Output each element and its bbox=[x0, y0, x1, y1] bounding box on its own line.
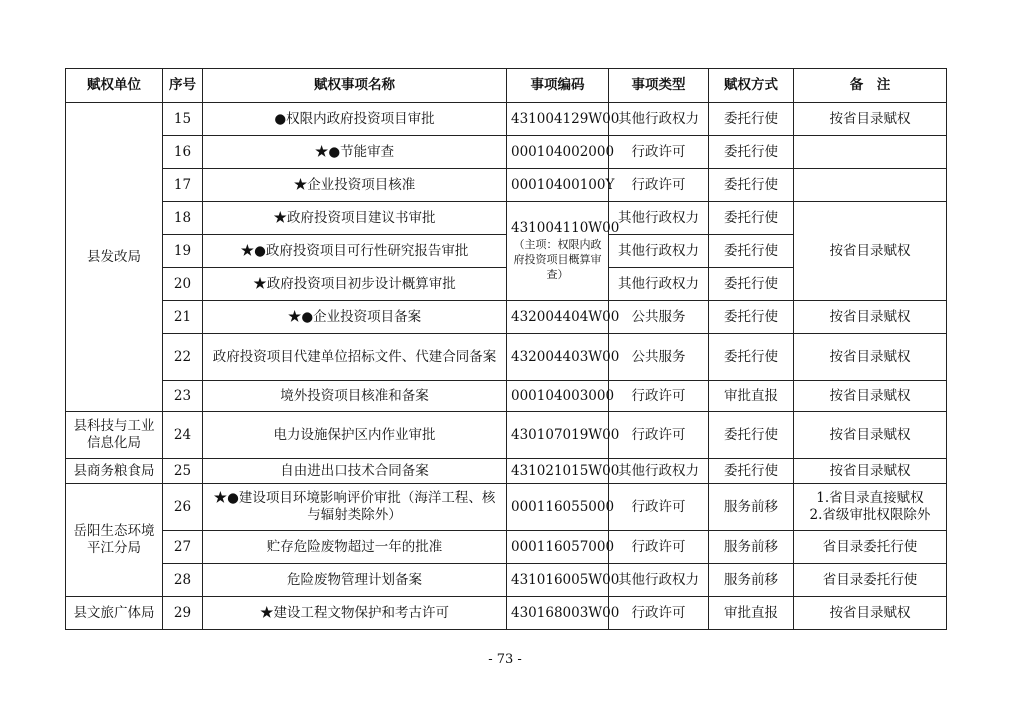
header-row bbox=[66, 69, 947, 103]
item-mode-cell: 委托行使 bbox=[709, 334, 794, 381]
item-type-cell: 行政许可 bbox=[609, 484, 709, 531]
item-type-cell: 行政许可 bbox=[609, 381, 709, 412]
merged-code: 431004110W00 bbox=[511, 220, 620, 236]
header-remark: 备 注 bbox=[794, 69, 947, 103]
item-name-cell: 电力设施保护区内作业审批 bbox=[203, 412, 507, 459]
item-name-cell: 危险废物管理计划备案 bbox=[203, 564, 507, 597]
item-name-cell: ★政府投资项目初步设计概算审批 bbox=[203, 268, 507, 301]
item-mode-cell: 委托行使 bbox=[709, 301, 794, 334]
table-row bbox=[66, 136, 947, 169]
item-name-cell: ★企业投资项目核准 bbox=[203, 169, 507, 202]
item-mode-cell: 服务前移 bbox=[709, 484, 794, 531]
item-code-cell: 431016005W00 bbox=[507, 564, 609, 597]
item-remark-cell: 按省目录赋权 bbox=[794, 597, 947, 630]
unit-cell-fagai: 县发改局 bbox=[66, 103, 163, 412]
item-type-cell: 其他行政权力 bbox=[609, 202, 709, 235]
seq-cell: 27 bbox=[163, 531, 203, 564]
item-type-cell: 其他行政权力 bbox=[609, 564, 709, 597]
item-type-cell: 行政许可 bbox=[609, 136, 709, 169]
table-row bbox=[66, 484, 947, 531]
item-code-cell: 00010400100Y bbox=[507, 169, 609, 202]
table-row bbox=[66, 412, 947, 459]
table-row bbox=[66, 459, 947, 484]
item-remark-cell: 省目录委托行使 bbox=[794, 531, 947, 564]
item-code-cell-merged bbox=[507, 202, 620, 301]
item-remark-cell: 按省目录赋权 bbox=[794, 301, 947, 334]
page-number: - 73 - bbox=[488, 652, 522, 667]
merged-code-note: （主项：权限内政府投资项目概算审查） bbox=[513, 238, 602, 281]
item-code-cell: 430107019W00 bbox=[507, 412, 609, 459]
item-mode-cell: 委托行使 bbox=[709, 268, 794, 301]
table-row bbox=[66, 597, 947, 630]
item-name-cell: ★建设工程文物保护和考古许可 bbox=[203, 597, 507, 630]
item-mode-cell: 委托行使 bbox=[709, 169, 794, 202]
seq-cell: 28 bbox=[163, 564, 203, 597]
item-type-cell: 公共服务 bbox=[609, 301, 709, 334]
item-code-cell: 000104003000 bbox=[507, 381, 609, 412]
table-row bbox=[66, 381, 947, 412]
item-remark-cell: 省目录委托行使 bbox=[794, 564, 947, 597]
unit-cell-shangwu: 县商务粮食局 bbox=[66, 459, 163, 484]
item-type-cell: 行政许可 bbox=[609, 412, 709, 459]
seq-cell: 20 bbox=[163, 268, 203, 301]
item-type-cell: 其他行政权力 bbox=[609, 235, 709, 268]
seq-cell: 19 bbox=[163, 235, 203, 268]
seq-cell: 24 bbox=[163, 412, 203, 459]
item-remark-cell: 按省目录赋权 bbox=[794, 334, 947, 381]
table-row bbox=[66, 202, 947, 235]
item-code-cell: 432004404W00 bbox=[507, 301, 609, 334]
item-name-cell: ★●政府投资项目可行性研究报告审批 bbox=[203, 235, 507, 268]
item-type-cell: 其他行政权力 bbox=[609, 459, 709, 484]
item-remark-cell bbox=[794, 136, 947, 169]
seq-cell: 21 bbox=[163, 301, 203, 334]
seq-cell: 22 bbox=[163, 334, 203, 381]
seq-cell: 25 bbox=[163, 459, 203, 484]
table-row bbox=[66, 564, 947, 597]
item-name-cell: 境外投资项目核准和备案 bbox=[203, 381, 507, 412]
item-name-cell: 政府投资项目代建单位招标文件、代建合同备案 bbox=[203, 334, 507, 381]
authority-table bbox=[65, 68, 947, 630]
item-remark-cell: 按省目录赋权 bbox=[794, 381, 947, 412]
seq-cell: 26 bbox=[163, 484, 203, 531]
table-row bbox=[66, 103, 947, 136]
item-name-cell: ●权限内政府投资项目审批 bbox=[203, 103, 507, 136]
item-type-cell: 行政许可 bbox=[609, 597, 709, 630]
item-remark-cell: 按省目录赋权 bbox=[794, 459, 947, 484]
unit-cell-wenlv: 县文旅广体局 bbox=[66, 597, 163, 630]
item-mode-cell: 委托行使 bbox=[709, 136, 794, 169]
item-mode-cell: 委托行使 bbox=[709, 235, 794, 268]
seq-cell: 17 bbox=[163, 169, 203, 202]
item-mode-cell: 委托行使 bbox=[709, 412, 794, 459]
item-mode-cell: 审批直报 bbox=[709, 597, 794, 630]
item-name-cell: ★●节能审查 bbox=[203, 136, 507, 169]
item-code-cell: 000116055000 bbox=[507, 484, 609, 531]
item-name-cell: ★政府投资项目建议书审批 bbox=[203, 202, 507, 235]
item-name-cell: 贮存危险废物超过一年的批准 bbox=[203, 531, 507, 564]
item-mode-cell: 委托行使 bbox=[709, 459, 794, 484]
table-row bbox=[66, 169, 947, 202]
header-type: 事项类型 bbox=[609, 69, 709, 103]
item-remark-cell: 按省目录赋权 bbox=[794, 103, 947, 136]
item-mode-cell: 审批直报 bbox=[709, 381, 794, 412]
header-mode: 赋权方式 bbox=[709, 69, 794, 103]
item-name-cell: ★●企业投资项目备案 bbox=[203, 301, 507, 334]
remark-line-1: 1.省目录直接赋权 bbox=[816, 490, 924, 506]
header-seq: 序号 bbox=[163, 69, 203, 103]
item-name-cell: 自由进出口技术合同备案 bbox=[203, 459, 507, 484]
item-type-cell: 行政许可 bbox=[609, 531, 709, 564]
item-code-cell: 000104002000 bbox=[507, 136, 609, 169]
seq-cell: 15 bbox=[163, 103, 203, 136]
seq-cell: 18 bbox=[163, 202, 203, 235]
item-remark-cell-merged: 按省目录赋权 bbox=[794, 202, 947, 301]
item-type-cell: 其他行政权力 bbox=[609, 103, 709, 136]
item-code-cell: 431004129W00 bbox=[507, 103, 609, 136]
remark-line-2: 2.省级审批权限除外 bbox=[809, 507, 931, 523]
table-row bbox=[66, 301, 947, 334]
table-row bbox=[66, 334, 947, 381]
item-mode-cell: 委托行使 bbox=[709, 103, 794, 136]
item-remark-cell bbox=[794, 484, 947, 531]
seq-cell: 16 bbox=[163, 136, 203, 169]
item-code-cell: 430168003W00 bbox=[507, 597, 609, 630]
table-row bbox=[66, 531, 947, 564]
item-name-cell: ★●建设项目环境影响评价审批（海洋工程、核与辐射类除外） bbox=[203, 484, 507, 531]
item-code-cell: 000116057000 bbox=[507, 531, 609, 564]
header-code: 事项编码 bbox=[507, 69, 609, 103]
unit-cell-keji: 县科技与工业信息化局 bbox=[66, 412, 163, 459]
item-remark-cell bbox=[794, 169, 947, 202]
unit-cell-shengtai: 岳阳生态环境平江分局 bbox=[66, 484, 163, 597]
item-remark-cell: 按省目录赋权 bbox=[794, 412, 947, 459]
header-name: 赋权事项名称 bbox=[203, 69, 507, 103]
item-code-cell: 431021015W00 bbox=[507, 459, 609, 484]
seq-cell: 23 bbox=[163, 381, 203, 412]
item-code-cell: 432004403W00 bbox=[507, 334, 609, 381]
item-mode-cell: 服务前移 bbox=[709, 564, 794, 597]
seq-cell: 29 bbox=[163, 597, 203, 630]
item-type-cell: 行政许可 bbox=[609, 169, 709, 202]
header-unit: 赋权单位 bbox=[66, 69, 163, 103]
item-mode-cell: 服务前移 bbox=[709, 531, 794, 564]
item-type-cell: 公共服务 bbox=[609, 334, 709, 381]
item-type-cell: 其他行政权力 bbox=[609, 268, 709, 301]
item-mode-cell: 委托行使 bbox=[709, 202, 794, 235]
